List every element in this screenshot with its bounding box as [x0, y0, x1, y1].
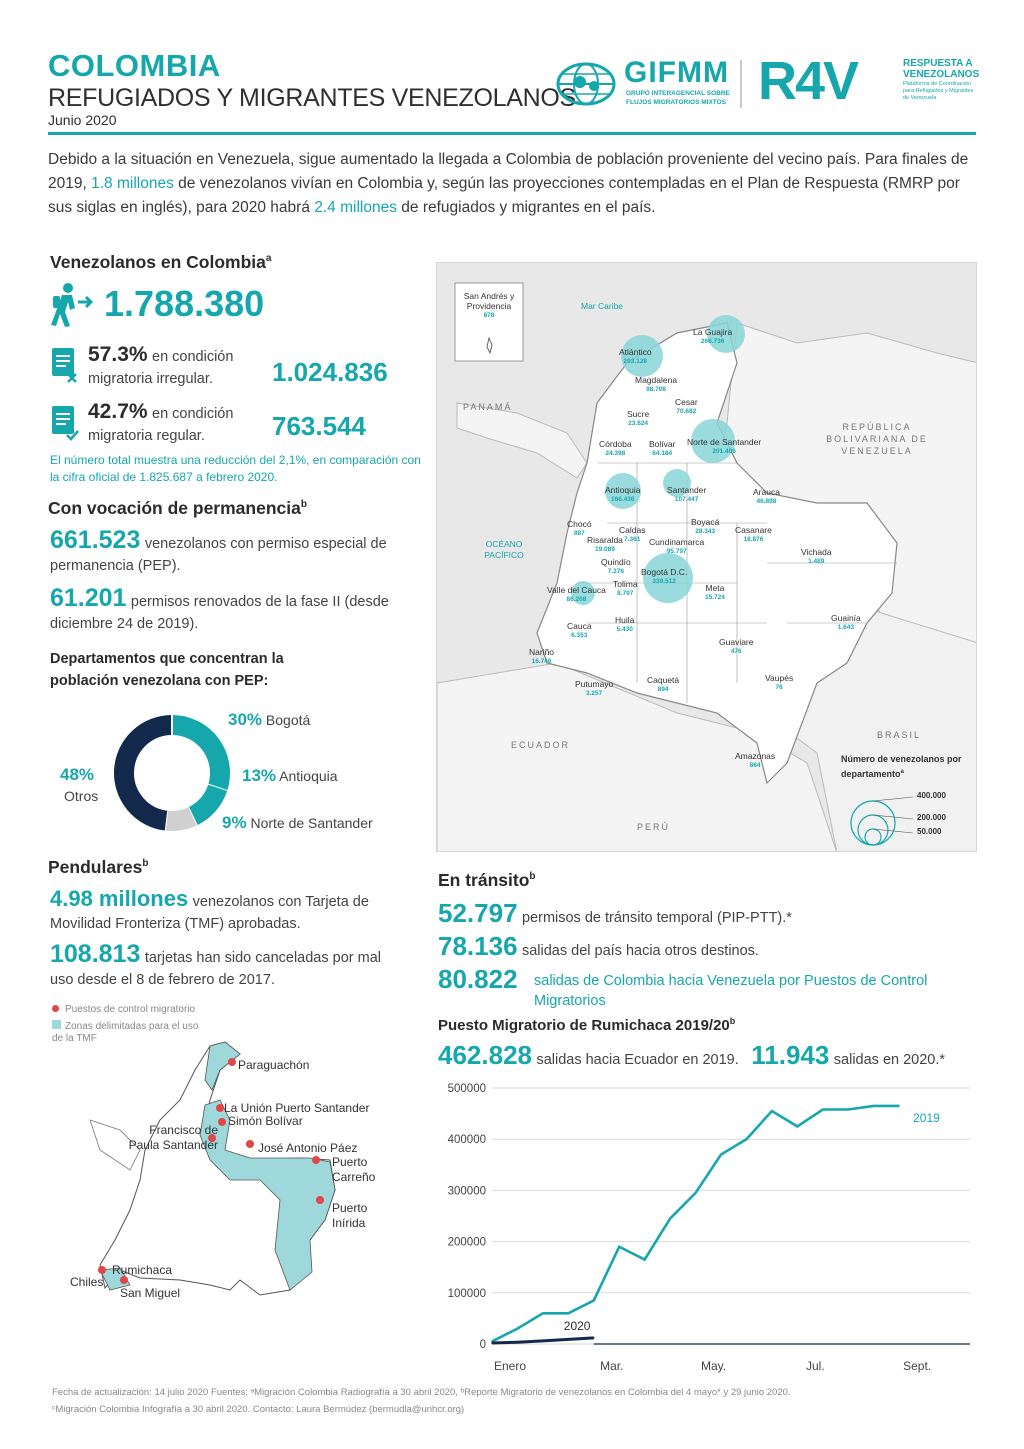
renov-num: 61.201 [50, 584, 127, 612]
dept-bogota: Bogotá D.C. 339.512 [641, 567, 688, 585]
series-label-2020: 2020 [563, 1318, 591, 1333]
report-date: Junio 2020 [48, 112, 117, 128]
x-tick-label: Enero [493, 1359, 527, 1373]
regular-text-1: en condición [152, 406, 234, 422]
tmf-num: 4.98 millones [50, 886, 189, 911]
x-tick-label: Jul. [805, 1359, 825, 1373]
r4v-tagline-3: Plataforma de Coordinación [903, 81, 972, 87]
donut-label-norte-santander: 9% Norte de Santander [222, 813, 373, 832]
data-point-2019 [568, 1312, 570, 1314]
red-dot-icon [52, 1005, 59, 1012]
transito-num-1: 52.797 [438, 898, 518, 928]
rumi-2019-text: salidas hacia Ecuador en 2019. [536, 1052, 739, 1068]
dept-meta: Meta 15.724 [705, 583, 725, 601]
intro-text-1: Debido a la situación en Venezuela, sigue aumentado la llegada a Colombia de población proveniente del vecino país. Para finales de 2019, [48, 151, 969, 192]
r4v-tagline-5: de Venezuela [903, 95, 937, 101]
dept-arauca: Arauca 46.898 [753, 487, 780, 505]
x-tick-label: Mar. [600, 1359, 624, 1373]
cancel-num: 108.813 [50, 940, 141, 968]
data-point-2019 [517, 1328, 519, 1330]
point-puerto-carreno: Puerto Carreño [332, 1155, 376, 1184]
dept-magdalena: Magdalena 98.708 [635, 375, 678, 393]
dept-heading: Departamentos que concentran la población venezolana con PEP: [50, 651, 284, 689]
dept-casanare: Casanare 18.876 [735, 525, 772, 543]
legend-value-50k: 50.000 [917, 827, 942, 836]
dept-vaupes: Vaupés 76 [765, 673, 794, 691]
rumichaca-line-chart [430, 1076, 980, 1376]
document-x-icon [50, 346, 80, 384]
country-venezuela: REPÚBLICA BOLIVARIANA DE VENEZUELA [826, 422, 928, 456]
transito-row-1 [438, 898, 792, 929]
y-tick-label: 400000 [447, 1134, 486, 1147]
cancel-text: tarjetas han sido canceladas por mal uso desde el 8 de febrero de 2017. [50, 950, 381, 988]
pep-block [50, 526, 425, 577]
transito-num-3: 80.822 [438, 964, 518, 994]
dept-caldas: Caldas 7.361 [619, 525, 646, 543]
r4v-tagline-2: VENEZOLANOS [903, 69, 980, 80]
donut-label-otros: Otros [64, 788, 99, 804]
dept-valle: Valle del Cauca 86.208 [547, 585, 606, 603]
data-point-2019 [771, 1110, 773, 1112]
irregular-text-2: migratoria irregular. [88, 371, 213, 387]
gifmm-logo [556, 56, 736, 112]
rumi-2020-text: salidas en 2020.* [833, 1052, 946, 1068]
section-heading-pendulares: Pendulares$^b$ [48, 857, 149, 877]
section-heading-venezolanos: Venezolanos en Colombia$^a$ [50, 252, 272, 272]
irregular-text-1: en condición [152, 349, 234, 365]
data-point-2019 [644, 1259, 646, 1261]
donut-slice-otros [124, 725, 172, 821]
point-la-union: La Unión Puerto Santander [224, 1101, 370, 1115]
transito-row-3 [438, 964, 518, 995]
point-san-miguel: San Miguel [120, 1286, 181, 1300]
x-tick-label: May. [700, 1359, 727, 1373]
country-brasil: BRASIL [877, 730, 922, 740]
reduction-note: El número total muestra una reducción del 2,1%, en comparación con la cifra oficial de 1.825.687 a febrero 2020. [50, 453, 421, 484]
dept-la-guajira: La Guajira 266.736 [693, 327, 733, 345]
donut-slice-antioquia [192, 788, 217, 817]
dept-risaralda: Risaralda 19.089 [587, 535, 623, 553]
country-ecuador: ECUADOR [511, 740, 571, 750]
dept-choco: Chocó 887 [567, 519, 592, 537]
transito-num-2: 78.136 [438, 931, 518, 961]
regular-block [88, 400, 233, 424]
donut-label-otros-pct: 48% [60, 765, 95, 784]
dept-atlantico: Atlántico 203.128 [619, 347, 652, 365]
dept-antioquia: Antioquia 166.436 [605, 485, 641, 503]
footer-line-2: ᶜMigración Colombia Infografía a 30 abril 2020. Contacto: Laura Bermúdez (bermudla@unhcr.org) [52, 1404, 465, 1415]
dept-tolima: Tolima 8.797 [613, 579, 638, 597]
legend-tmf-zones: Zonas delimitadas para el uso de la TMF [52, 1021, 199, 1044]
zone-square-icon [52, 1020, 61, 1029]
section-heading-permanencia: Con vocación de permanencia$^b$ [48, 498, 307, 518]
tmf-block [50, 888, 400, 935]
irregular-pct: 57.3% [88, 343, 148, 366]
dept-santander: Santander 107.447 [667, 485, 707, 503]
dept-bolivar: Bolívar 64.184 [649, 439, 676, 457]
dept-huila: Huila 5.430 [615, 615, 635, 633]
dept-cundinamarca: Cundinamarca 95.797 [649, 537, 705, 555]
renov-text: permisos renovados de la fase II (desde diciembre 24 de 2019). [50, 594, 389, 632]
ocean-pacific: OCÉANO PACÍFICO [484, 539, 524, 560]
colombia-map [436, 262, 977, 852]
caribbean-sea: Mar Caribe [581, 301, 624, 311]
gifmm-tagline-2: FLUJOS MIGRATORIOS MIXTOS [626, 99, 727, 106]
rumi-2020-num: 11.943 [751, 1040, 830, 1070]
data-point-2019 [898, 1105, 900, 1107]
intro-paragraph [48, 148, 978, 220]
donut-label-bogota: 30% Bogotá [228, 710, 311, 729]
data-point-2019 [618, 1246, 620, 1248]
dept-narino: Nariño 16.746 [529, 647, 555, 665]
transito-row-2 [438, 931, 759, 962]
migrant-walking-icon [48, 282, 96, 328]
pep-text: venezolanos con permiso especial de permanencia (PEP). [50, 536, 387, 574]
country-peru: PERÚ [637, 822, 671, 832]
total-venezolanos: 1.788.380 [104, 283, 265, 324]
dept-cauca: Cauca 6.353 [567, 621, 592, 639]
renov-block [50, 584, 425, 635]
dept-cordoba: Córdoba 24.398 [599, 439, 632, 457]
data-point-2019 [746, 1138, 748, 1140]
rumichaca-stats [438, 1040, 945, 1071]
gifmm-tagline-1: GRUPO INTERAGENCIAL SOBRE [626, 90, 730, 97]
pep-donut-chart [112, 713, 232, 833]
r4v-tagline-4: para Refugiados y Migrantes [903, 88, 974, 94]
transito-text-1: permisos de tránsito temporal (PIP-PTT).* [521, 910, 792, 926]
intro-text-2: de venezolanos vivían en Colombia y, según las proyecciones contempladas en el Plan de Respuesta (RMRP por sus siglas en inglés), para 2020 habrá [48, 175, 960, 216]
transito-text-2: salidas del país hacia otros destinos. [521, 943, 759, 959]
legend-control-points: Puestos de control migratorio [52, 1004, 195, 1015]
regular-pct: 42.7% [88, 400, 148, 423]
data-point-2020 [517, 1341, 519, 1343]
point-paraguachon: Paraguachón [238, 1058, 310, 1072]
data-point-2019 [542, 1312, 544, 1314]
document-check-icon [50, 404, 80, 442]
dept-guaviare: Guaviare 476 [719, 637, 754, 655]
data-point-2019 [669, 1218, 671, 1220]
dept-quindio: Quindío 7.376 [601, 557, 631, 575]
logo-separator [740, 60, 742, 108]
data-point-2019 [847, 1109, 849, 1111]
point-jose-antonio-paez: José Antonio Páez [258, 1141, 358, 1155]
data-point-2019 [873, 1105, 875, 1107]
dept-vichada: Vichada 1.489 [801, 547, 832, 565]
dept-norte-santander: Norte de Santander 201.406 [687, 437, 762, 455]
inset-label: San Andrés y Providencia 678 [463, 291, 515, 319]
y-tick-label: 200000 [447, 1236, 486, 1249]
dept-boyaca: Boyacá 28.343 [691, 517, 720, 535]
data-point-2020 [491, 1342, 493, 1344]
rumichaca-heading: Puesto Migratorio de Rumichaca 2019/20$^b$ [438, 1016, 736, 1034]
dept-caqueta: Caquetá 894 [647, 675, 680, 693]
donut-label-antioquia: 13% Antioquia [242, 766, 338, 785]
page-subtitle: REFUGIADOS Y MIGRANTES VENEZOLANOS [48, 84, 576, 112]
series-line-2019 [492, 1106, 899, 1342]
donut-slice-bogot- [172, 725, 220, 788]
legend-value-400k: 400.000 [917, 791, 946, 800]
rumi-2019-num: 462.828 [438, 1040, 532, 1070]
r4v-wordmark: R4V [758, 51, 858, 111]
series-label-2019: 2019 [913, 1110, 940, 1125]
data-point-2019 [593, 1300, 595, 1302]
section-heading-transito: En tránsito$^b$ [438, 870, 536, 890]
data-point-2019 [720, 1154, 722, 1156]
irregular-block [88, 343, 233, 367]
y-tick-label: 500000 [447, 1083, 486, 1095]
dept-putumayo: Putumayo 3.257 [575, 679, 614, 697]
data-point-2019 [822, 1109, 824, 1111]
footer-line-1: Fecha de actualización: 14 julio 2020 Fuentes: ᵃMigración Colombia Radiografía a 30 abril 2020, ᵇReporte Migratorio de venezolanos en Colombia del 4 mayo* y 29 junio 2020. [52, 1387, 791, 1398]
legend-value-200k: 200.000 [917, 813, 946, 822]
dept-cesar: Cesar 70.682 [675, 397, 698, 415]
x-tick-label: Sept. [903, 1359, 932, 1373]
point-chiles: Chiles [70, 1275, 104, 1289]
data-point-2019 [695, 1192, 697, 1194]
r4v-tagline-1: RESPUESTA A [903, 58, 973, 69]
tmf-text: venezolanos con Tarjeta de Movilidad Fronteriza (TMF) aprobadas. [50, 894, 369, 932]
irregular-num: 1.024.836 [272, 357, 388, 387]
y-tick-label: 300000 [447, 1185, 486, 1198]
regular-num: 763.544 [272, 411, 366, 441]
transito-text-3: salidas de Colombia hacia Venezuela por Puestos de Control Migratorios [534, 973, 928, 1009]
cancel-block [50, 940, 390, 991]
data-point-2020 [568, 1339, 570, 1341]
data-point-2020 [542, 1340, 544, 1342]
intro-text-3: de refugiados y migrantes en el país. [396, 199, 656, 216]
country-panama: PANAMÁ [463, 402, 513, 412]
point-puerto-inirida: Puerto Inírida [332, 1201, 368, 1230]
island-icon [483, 337, 495, 355]
donut-slice-norte-de-santander [166, 816, 192, 821]
point-francisco-paula-santander: Francisco de Paula Santander [128, 1123, 218, 1152]
y-tick-label: 0 [479, 1339, 486, 1351]
intro-highlight-2: 2.4 millones [314, 199, 397, 216]
intro-highlight-1: 1.8 millones [91, 175, 174, 192]
gifmm-wordmark: GIFMM [624, 56, 729, 89]
pep-num: 661.523 [50, 526, 141, 554]
r4v-logo [758, 51, 980, 112]
dept-guainia: Guainía 1.643 [831, 613, 861, 631]
regular-text-2: migratoria regular. [88, 428, 205, 444]
map-legend-title: Número de venezolanos por departamento$^a$ [841, 754, 962, 779]
page-title: COLOMBIA [48, 48, 221, 83]
data-point-2020 [593, 1337, 595, 1339]
point-simon-bolivar: Simón Bolívar [228, 1114, 303, 1128]
header-divider [48, 132, 976, 135]
point-rumichaca: Rumichaca [112, 1263, 173, 1277]
dept-sucre: Sucre 23.624 [627, 409, 650, 427]
dept-amazonas: Amazonas 864 [735, 751, 776, 769]
y-tick-label: 100000 [447, 1287, 486, 1300]
footer [52, 1384, 952, 1418]
map-legend-circles [837, 783, 977, 847]
data-point-2019 [797, 1126, 799, 1128]
